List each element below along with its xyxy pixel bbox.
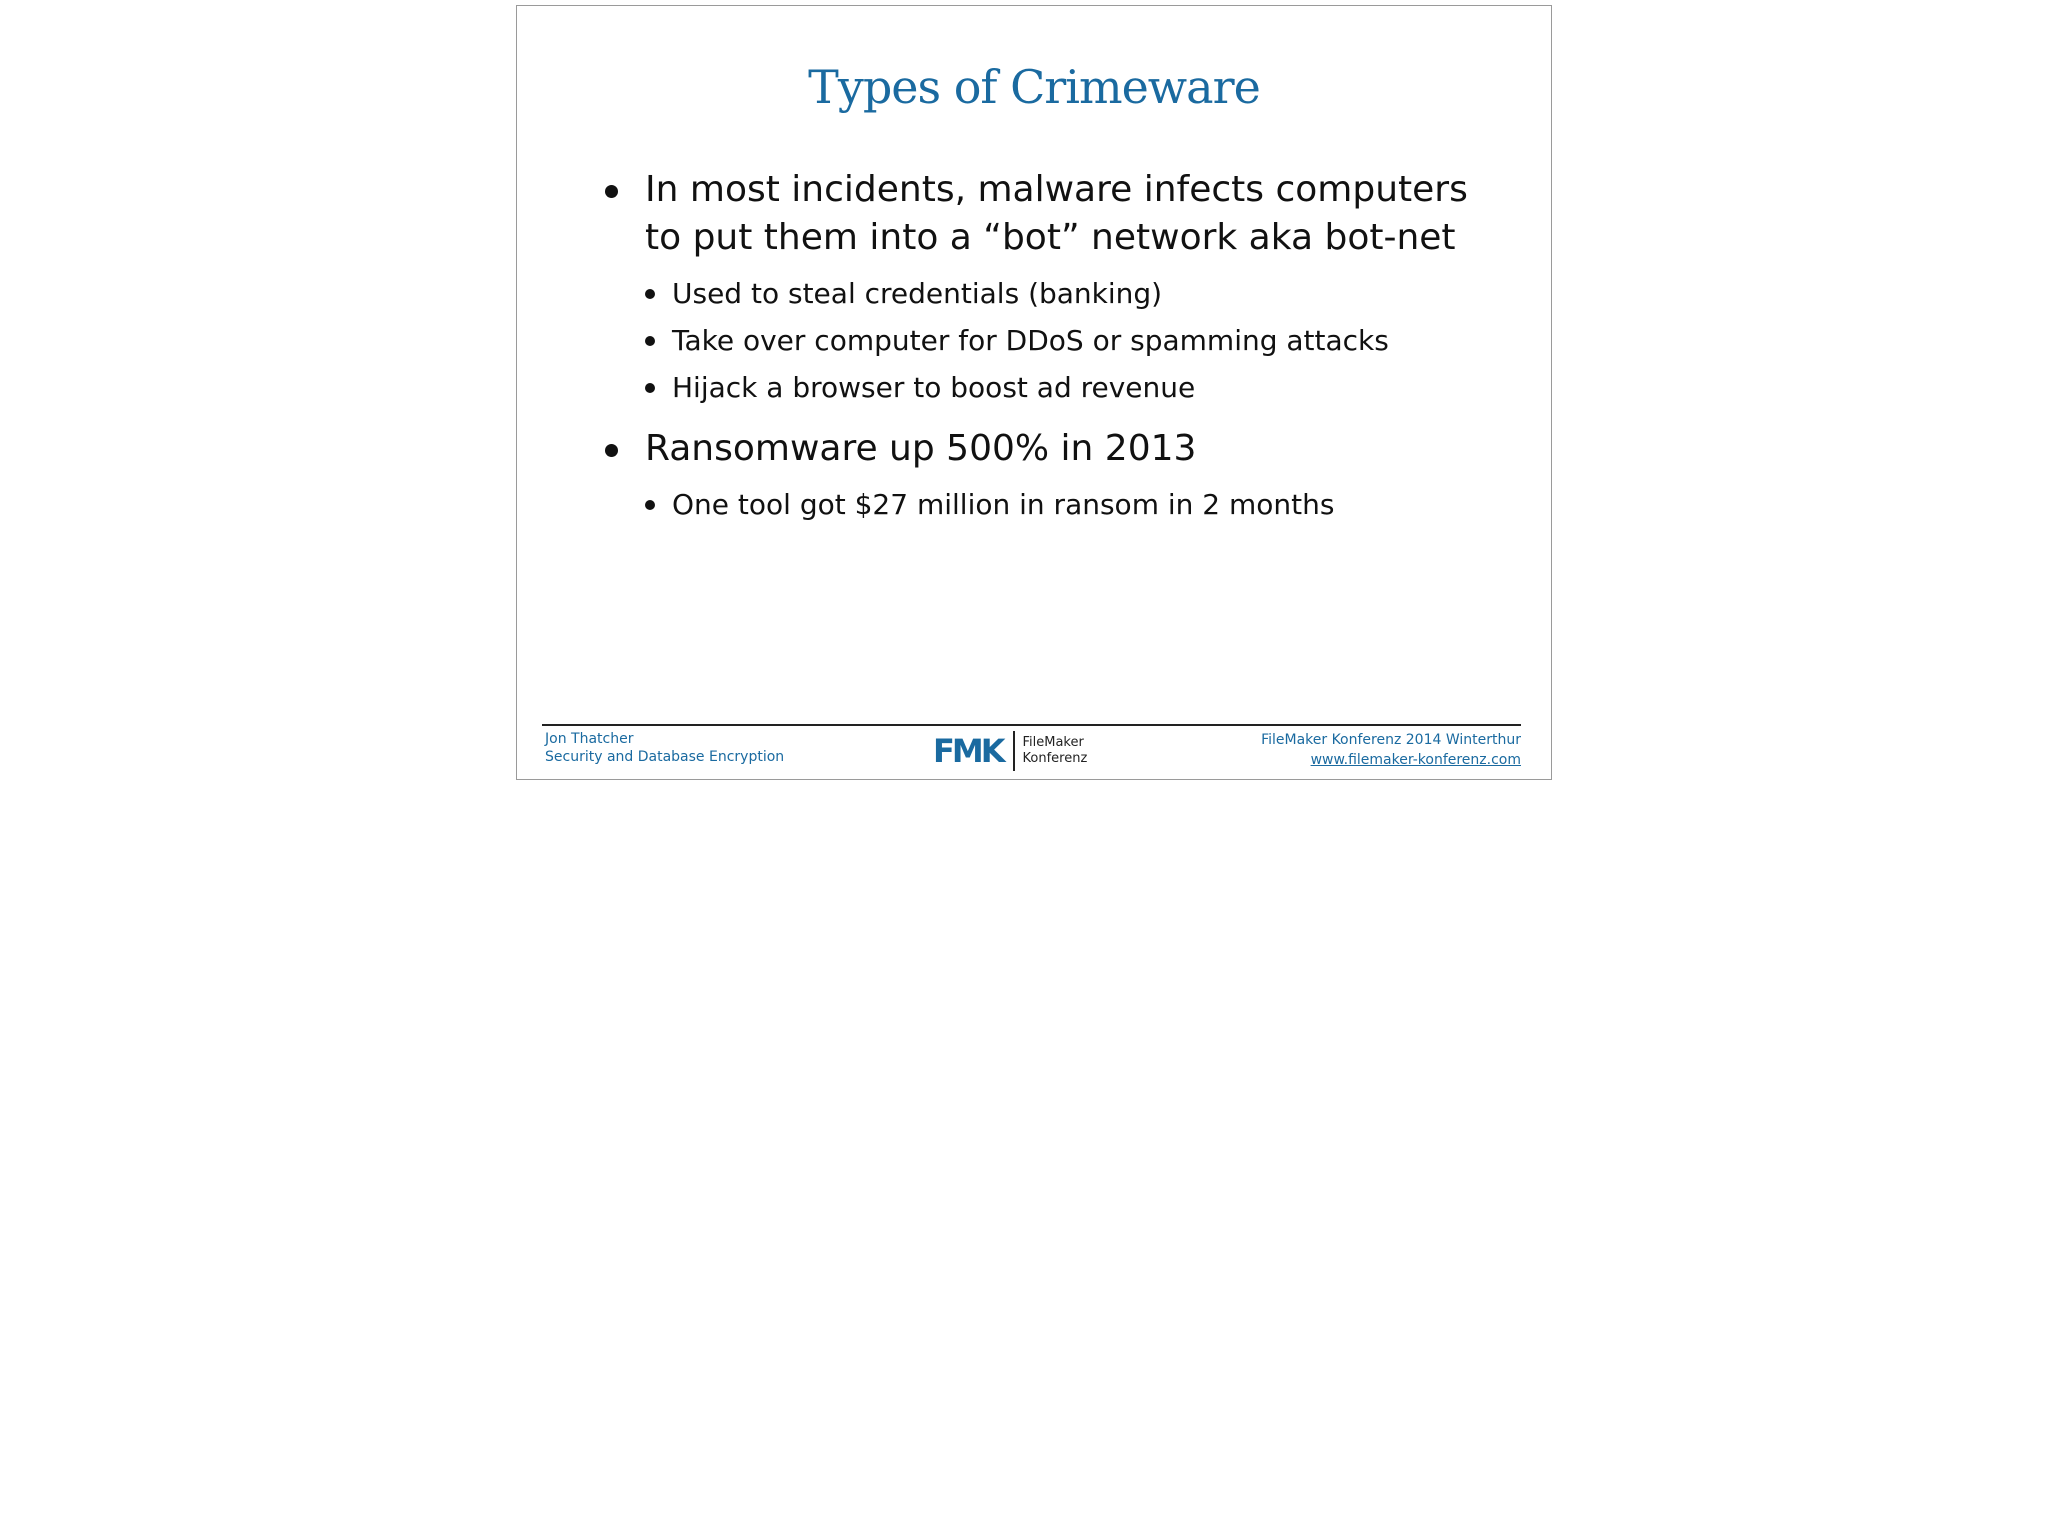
footer-url-link[interactable]: www.filemaker-konferenz.com <box>1310 752 1521 768</box>
bullet-botnet: In most incidents, malware infects computers to put them into a “bot” network aka bot-net <box>603 166 1483 262</box>
footer-right <box>1261 730 1521 770</box>
bullet-list <box>603 166 1483 542</box>
slide-title: Types of Crimeware <box>808 60 1260 114</box>
logo-text <box>1023 735 1088 767</box>
sub-bullet-ransom-amount: One tool got $27 million in ransom in 2 months <box>645 481 1483 528</box>
sub-bullet-ddos: Take over computer for DDoS or spamming attacks <box>645 317 1483 364</box>
fmk-logo <box>933 730 1087 772</box>
footer-talk-title: Security and Database Encryption <box>545 749 785 765</box>
footer-divider <box>542 724 1521 726</box>
logo-divider <box>1013 731 1015 771</box>
bullet-ransomware: Ransomware up 500% in 2013 <box>603 425 1483 473</box>
sub-bullet-credentials: Used to steal credentials (banking) <box>645 270 1483 317</box>
slide <box>516 5 1552 780</box>
sub-bullet-hijack: Hijack a browser to boost ad revenue <box>645 364 1483 411</box>
fmk-logo-mark: FMK <box>933 732 1003 770</box>
sub-bullet-list-ransomware <box>603 481 1483 528</box>
footer-event: FileMaker Konferenz 2014 Winterthur <box>1261 732 1521 748</box>
logo-text-line2: Konferenz <box>1022 751 1088 766</box>
footer-author: Jon Thatcher <box>545 731 634 747</box>
footer-left <box>545 730 784 766</box>
logo-text-line1: FileMaker <box>1022 735 1084 750</box>
sub-bullet-list-botnet <box>603 270 1483 411</box>
